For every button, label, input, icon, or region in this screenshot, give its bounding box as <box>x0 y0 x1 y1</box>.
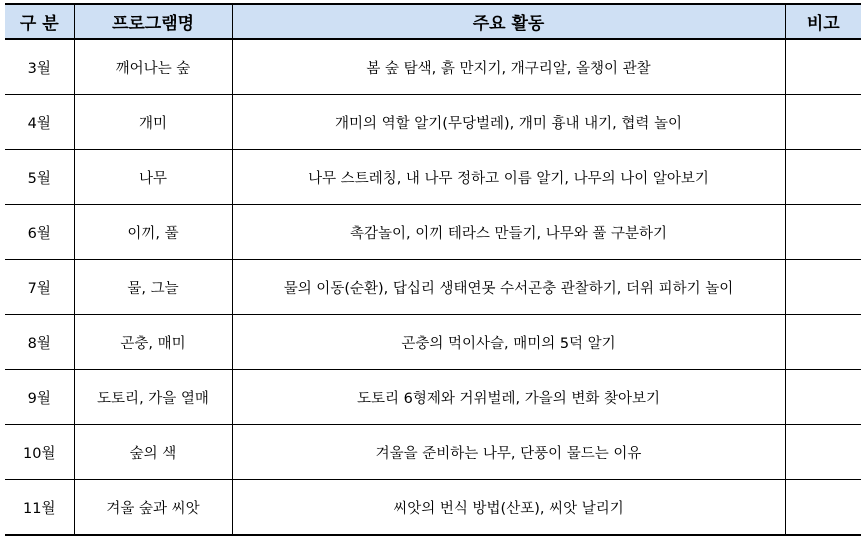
activities-cell: 개미의 역할 알기(무당벌레), 개미 흉내 내기, 협력 놀이 <box>232 95 785 150</box>
program-cell: 도토리, 가을 열매 <box>74 370 232 425</box>
note-cell <box>785 260 861 315</box>
month-cell: 9월 <box>5 370 74 425</box>
activities-cell: 씨앗의 번식 방법(산포), 씨앗 날리기 <box>232 480 785 536</box>
program-cell: 겨울 숲과 씨앗 <box>74 480 232 536</box>
month-cell: 8월 <box>5 315 74 370</box>
month-cell: 10월 <box>5 425 74 480</box>
note-cell <box>785 315 861 370</box>
note-cell <box>785 370 861 425</box>
month-cell: 7월 <box>5 260 74 315</box>
header-main-activities: 주요 활동 <box>232 4 785 39</box>
activities-cell: 겨울을 준비하는 나무, 단풍이 물드는 이유 <box>232 425 785 480</box>
program-cell: 나무 <box>74 150 232 205</box>
table-row <box>5 370 861 425</box>
table-row <box>5 480 861 536</box>
month-cell: 5월 <box>5 150 74 205</box>
table-row <box>5 205 861 260</box>
table-row <box>5 95 861 150</box>
table-row <box>5 260 861 315</box>
program-cell: 이끼, 풀 <box>74 205 232 260</box>
activities-cell: 도토리 6형제와 거위벌레, 가을의 변화 찾아보기 <box>232 370 785 425</box>
month-cell: 4월 <box>5 95 74 150</box>
table-row <box>5 39 861 95</box>
program-schedule <box>5 3 861 536</box>
month-cell: 3월 <box>5 39 74 95</box>
activities-cell: 곤충의 먹이사슬, 매미의 5덕 알기 <box>232 315 785 370</box>
activities-cell: 봄 숲 탐색, 흙 만지기, 개구리알, 올챙이 관찰 <box>232 39 785 95</box>
note-cell <box>785 205 861 260</box>
note-cell <box>785 150 861 205</box>
program-cell: 개미 <box>74 95 232 150</box>
activities-cell: 물의 이동(순환), 답십리 생태연못 수서곤충 관찰하기, 더위 피하기 놀이 <box>232 260 785 315</box>
program-table <box>5 3 861 536</box>
activities-cell: 나무 스트레칭, 내 나무 정하고 이름 알기, 나무의 나이 알아보기 <box>232 150 785 205</box>
program-cell: 숲의 색 <box>74 425 232 480</box>
note-cell <box>785 480 861 536</box>
program-cell: 곤충, 매미 <box>74 315 232 370</box>
header-row <box>5 4 861 39</box>
note-cell <box>785 39 861 95</box>
table-row <box>5 150 861 205</box>
program-cell: 물, 그늘 <box>74 260 232 315</box>
header-category: 구 분 <box>5 4 74 39</box>
month-cell: 6월 <box>5 205 74 260</box>
table-row <box>5 425 861 480</box>
table-row <box>5 315 861 370</box>
month-cell: 11월 <box>5 480 74 536</box>
header-remarks: 비고 <box>785 4 861 39</box>
program-cell: 깨어나는 숲 <box>74 39 232 95</box>
note-cell <box>785 425 861 480</box>
note-cell <box>785 95 861 150</box>
activities-cell: 촉감놀이, 이끼 테라스 만들기, 나무와 풀 구분하기 <box>232 205 785 260</box>
header-program-name: 프로그램명 <box>74 4 232 39</box>
